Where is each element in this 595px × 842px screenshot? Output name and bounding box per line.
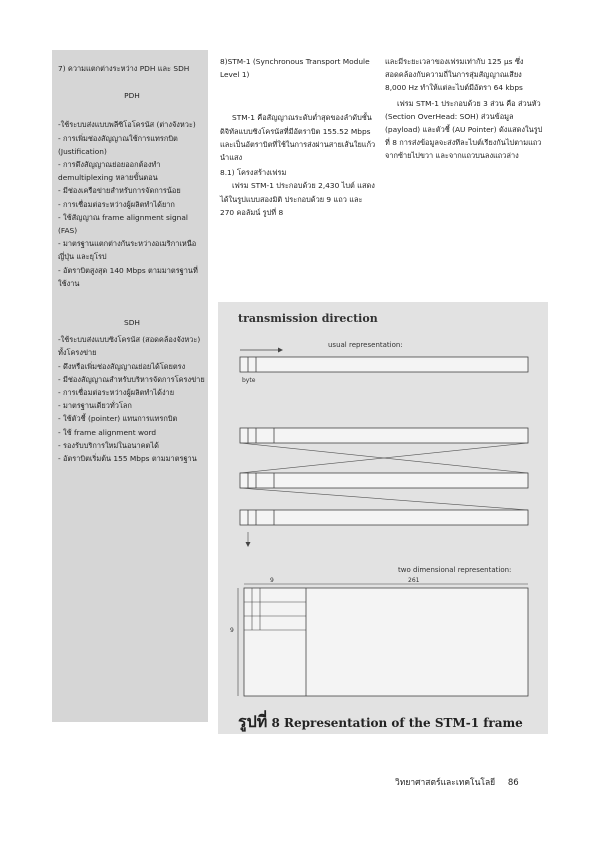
pdh-point: -ใช้ระบบส่งแบบพลีซิโอโครนัส (ต่างจังหวะ) bbox=[58, 120, 196, 130]
sdh-point: -ใช้ระบบส่งแบบซิงโครนัส (สอดคล้องจังหวะ) ทั้งโครงข่าย bbox=[58, 335, 201, 358]
figure-caption bbox=[238, 710, 523, 735]
stm1-diagram bbox=[218, 302, 548, 702]
usual-representation-label: usual representation: bbox=[328, 341, 403, 349]
sdh-point: - มีช่องสัญญาณสำหรับบริหารจัดการโครงข่าย bbox=[58, 374, 205, 384]
sdh-point: - ใช้ตัวชี้ (pointer) แทนการแทรกบิต bbox=[58, 414, 178, 424]
section-heading: 7) ความแตกต่างระหว่าง PDH และ SDH bbox=[58, 64, 190, 73]
journal-name: วิทยาศาสตร์และเทคโนโลยี bbox=[395, 778, 496, 788]
sdh-title: SDH bbox=[124, 318, 140, 328]
two-dim-frame bbox=[244, 588, 528, 696]
arrow-head-icon bbox=[278, 348, 283, 353]
frame-timing-paragraph: และมีระยะเวลาของเฟรมเท่ากับ 125 μs ซึ่งสอดคล้องกับความถี่ในการสุ่มสัญญาณเสียง 8,000 Hz ทำให้แต่ละไบต์มีอัตรา 64 kbps bbox=[385, 57, 524, 93]
sdh-point: - อัตราบิตเริ่มต้น 155 Mbps ตามมาตรฐาน bbox=[58, 454, 197, 464]
page-footer bbox=[395, 775, 519, 789]
stm1-column bbox=[220, 55, 378, 219]
sdh-point: - รองรับบริการใหม่ในอนาคตได้ bbox=[58, 440, 159, 450]
arrow-head-icon bbox=[246, 542, 251, 547]
sdh-point: - ใช้ frame alignment word bbox=[58, 427, 157, 437]
sdh-point: - การเชื่อมต่อระหว่างผู้ผลิตทำได้ง่าย bbox=[58, 388, 175, 398]
pdh-point: - การเชื่อมต่อระหว่างผู้ผลิตทำได้ยาก bbox=[58, 199, 175, 209]
two-dim-label: two dimensional representation: bbox=[398, 566, 512, 574]
pdh-point: - ใช้สัญญาณ frame alignment signal (FAS) bbox=[58, 212, 188, 236]
frame-column bbox=[385, 55, 545, 163]
pdh-point: - การดึงสัญญาณย่อยออกต้องทำ demultiplexing หลายขั้นตอน bbox=[58, 160, 161, 183]
stm1-figure bbox=[218, 302, 548, 734]
sub-heading: 8.1) โครงสร้างเฟรม bbox=[220, 168, 287, 178]
stm1-paragraph: STM-1 คือสัญญาณระดับต่ำสุดของลำดับชั้นดิจิทัลแบบซิงโครนัสที่มีอัตราบิต 155.52 Mbps และเป็นอัตราบิตที่ใช้ในการส่งผ่านสายเส้นใยแก้วนำแสง bbox=[220, 113, 376, 163]
frame-paragraph: เฟรม STM-1 ประกอบด้วย 2,430 ไบต์ แสดงได้ในรูปแบบสองมิติ ประกอบด้วย 9 แถว และ 270 คอลัมน์ รูปที่ 8 bbox=[220, 181, 375, 217]
pdh-point: - การเพิ่มช่องสัญญาณใช้การแทรกบิต (Justification) bbox=[58, 133, 178, 156]
section-heading: 8)STM-1 (Synchronous Transport Module Level 1) bbox=[220, 57, 370, 80]
sdh-point: - มาตรฐานเดียวทั่วโลก bbox=[58, 401, 132, 411]
frame-row-bar bbox=[240, 428, 528, 443]
page-number: 86 bbox=[507, 778, 519, 788]
fold-line bbox=[240, 488, 528, 510]
frame-row-bar bbox=[240, 510, 528, 525]
pdh-title: PDH bbox=[124, 91, 140, 101]
caption-text: 8 Representation of the STM-1 frame bbox=[271, 716, 523, 730]
pdh-point: - มาตรฐานแตกต่างกันระหว่างอเมริกาเหนือ ญี่ปุ่น และยุโรป bbox=[58, 239, 197, 262]
caption-prefix: รูปที่ bbox=[238, 712, 268, 731]
frame-row-bar bbox=[240, 357, 528, 372]
frame-structure-paragraph: เฟรม STM-1 ประกอบด้วย 3 ส่วน คือ ส่วนหัว (Section OverHead: SOH) ส่วนข้อมูล (payload) และตัวชี้ (AU Pointer) ดังแสดงในรูปที่ 8 การส่งข้อมูลจะส่งทีละไบต์เรียงกันไปตามแถว จากซ้ายไปขวา และจากแถวบนลงแถวล่าง bbox=[385, 98, 543, 161]
pdh-point: - อัตราบิตสูงสุด 140 Mbps ตามมาตรฐานที่ใช้งาน bbox=[58, 265, 198, 288]
rows-label: 9 bbox=[230, 627, 234, 634]
sdh-point: - ดึงหรือเพิ่มช่องสัญญาณย่อยได้โดยตรง bbox=[58, 361, 186, 371]
figure-title: transmission direction bbox=[238, 312, 378, 325]
frame-row-bar bbox=[240, 473, 528, 488]
pdh-list bbox=[58, 118, 206, 290]
sdh-list bbox=[58, 333, 206, 465]
comparison-column bbox=[58, 62, 206, 465]
soh-columns-label: 9 bbox=[270, 577, 274, 584]
pdh-point: - มีช่องเครือข่ายสำหรับการจัดการน้อย bbox=[58, 186, 181, 196]
byte-label: byte bbox=[242, 377, 256, 384]
payload-columns-label: 261 bbox=[408, 577, 420, 584]
